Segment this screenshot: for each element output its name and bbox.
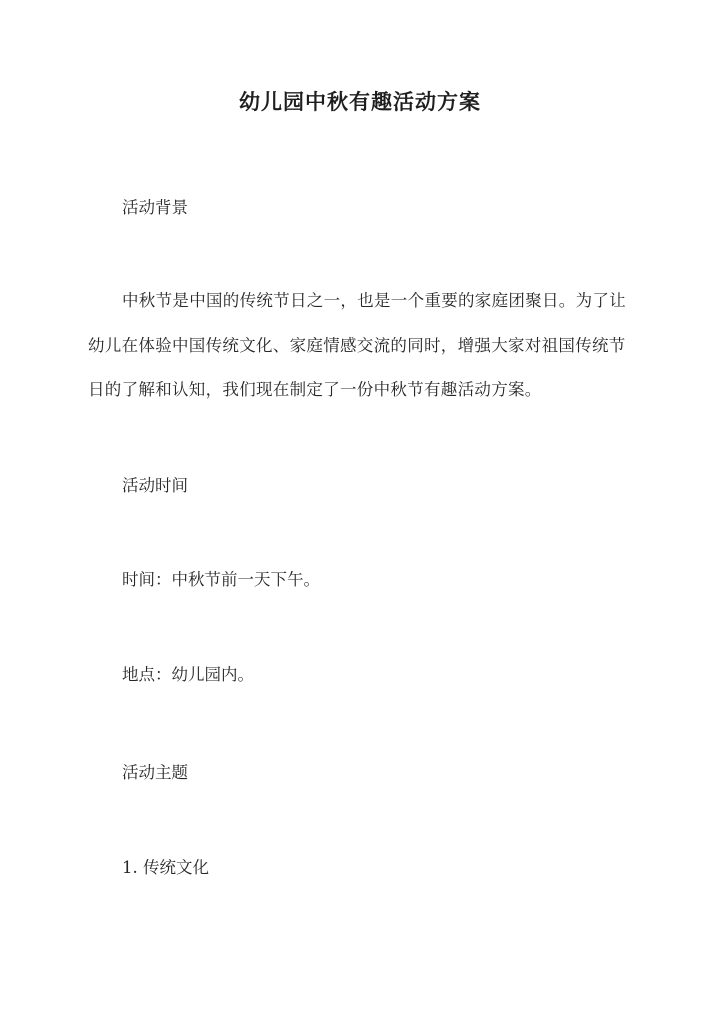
heading-activity-theme: 活动主题 — [122, 763, 188, 782]
heading-activity-time: 活动时间 — [122, 476, 188, 495]
theme-list-item-1: 1. 传统文化 — [122, 858, 209, 877]
heading-activity-background: 活动背景 — [122, 198, 188, 217]
background-paragraph-line-3: 日的了解和认知，我们现在制定了一份中秋节有趣活动方案。 — [88, 380, 542, 399]
activity-time-line: 时间：中秋节前一天下午。 — [122, 570, 320, 589]
activity-place-line: 地点：幼儿园内。 — [122, 665, 254, 684]
background-paragraph-line-1: 中秋节是中国的传统节日之一，也是一个重要的家庭团聚日。为了让 — [122, 291, 626, 310]
document-title: 幼儿园中秋有趣活动方案 — [239, 89, 481, 114]
background-paragraph-line-2: 幼儿在体验中国传统文化、家庭情感交流的同时，增强大家对祖国传统节 — [88, 336, 626, 355]
